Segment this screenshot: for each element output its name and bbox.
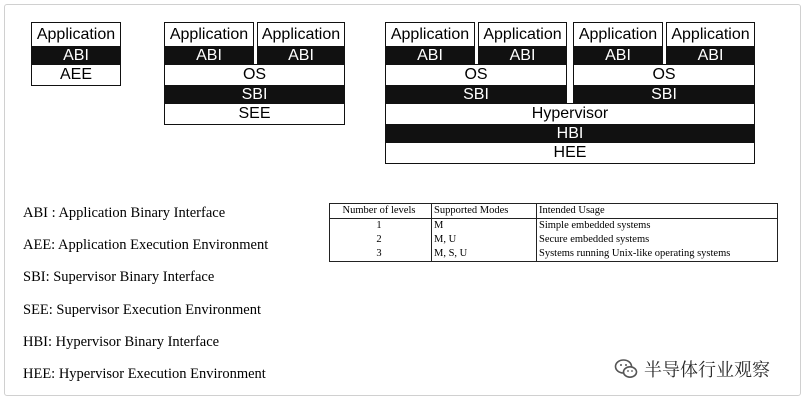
usage-cell: Secure embedded systems [539, 234, 650, 245]
sbi-bar: SBI [385, 86, 567, 103]
table-row [330, 219, 777, 233]
sbi-bar: SBI [573, 86, 755, 103]
abi-bar: ABI [385, 47, 475, 64]
legend-item-abi: ABI : Application Binary Interface [23, 205, 226, 221]
levels-cell: 3 [376, 248, 382, 259]
wechat-logo-icon [614, 358, 638, 380]
hypervisor-box: Hypervisor [385, 103, 755, 125]
application-box: Application [31, 22, 121, 47]
modes-cell: M, U [434, 234, 457, 245]
abi-bar: ABI [257, 47, 345, 64]
privilege-levels-table [329, 203, 778, 262]
legend-item-aee: AEE: Application Execution Environment [23, 237, 269, 253]
watermark-text: 半导体行业观察 [644, 360, 770, 381]
application-box: Application [478, 22, 567, 47]
sbi-bar: SBI [164, 86, 345, 103]
application-box: Application [385, 22, 475, 47]
levels-cell: 2 [376, 234, 382, 245]
os-box: OS [385, 64, 567, 86]
table-header-row [330, 204, 777, 219]
abi-bar: ABI [31, 47, 121, 64]
hbi-bar: HBI [385, 125, 755, 142]
legend-item-see: SEE: Supervisor Execution Environment [23, 302, 262, 318]
hee-box: HEE [385, 142, 755, 164]
usage-cell: Simple embedded systems [539, 220, 651, 231]
application-box: Application [164, 22, 254, 47]
os-box: OS [164, 64, 345, 86]
usage-cell: Systems running Unix-like operating systems [539, 248, 731, 259]
application-box: Application [573, 22, 663, 47]
header-supported-modes: Supported Modes [434, 205, 509, 216]
legend-item-hbi: HBI: Hypervisor Binary Interface [23, 334, 220, 350]
application-box: Application [666, 22, 755, 47]
header-number-of-levels: Number of levels [342, 205, 416, 216]
abi-bar: ABI [573, 47, 663, 64]
table-row [330, 233, 777, 247]
modes-cell: M, S, U [434, 248, 468, 259]
table-row [330, 247, 777, 261]
see-box: SEE [164, 103, 345, 125]
abi-bar: ABI [666, 47, 755, 64]
legend-item-hee: HEE: Hypervisor Execution Environment [23, 366, 266, 382]
modes-cell: M [434, 220, 444, 231]
header-intended-usage: Intended Usage [539, 205, 605, 216]
legend-item-sbi: SBI: Supervisor Binary Interface [23, 269, 215, 285]
levels-cell: 1 [376, 220, 382, 231]
abi-bar: ABI [478, 47, 567, 64]
application-box: Application [257, 22, 345, 47]
os-box: OS [573, 64, 755, 86]
watermark [614, 355, 770, 383]
aee-box: AEE [31, 64, 121, 86]
abi-bar: ABI [164, 47, 254, 64]
